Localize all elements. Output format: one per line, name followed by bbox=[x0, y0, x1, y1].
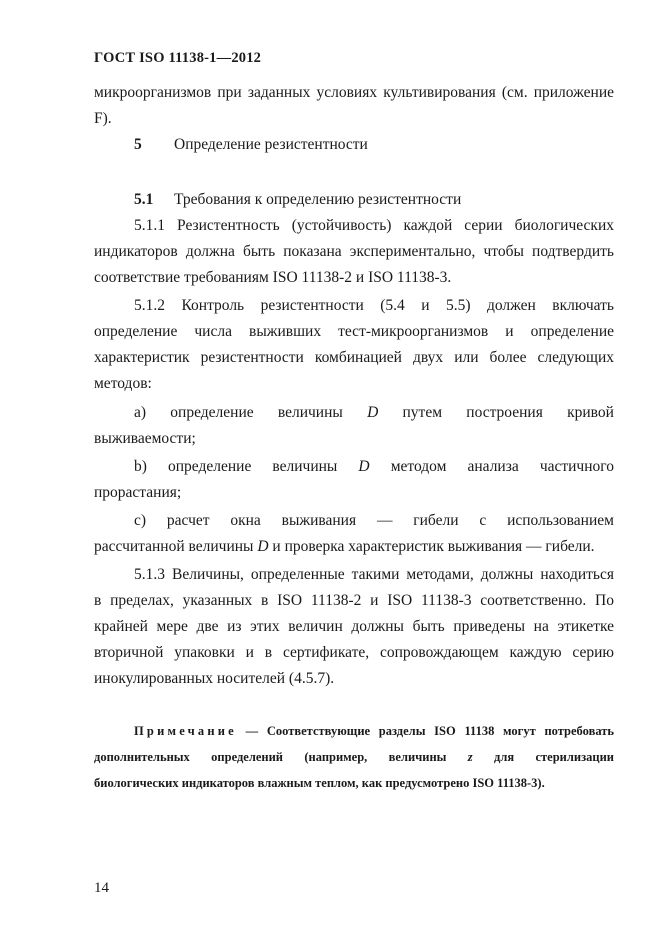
text-line: индикаторов должна быть показана экспериментально, чтобы подтвердить bbox=[94, 243, 614, 260]
word: методом bbox=[390, 458, 447, 475]
paragraph-5-1-3 bbox=[94, 562, 614, 692]
section-5-1-heading bbox=[134, 191, 461, 209]
word: использованием bbox=[507, 512, 614, 529]
section-5-heading bbox=[134, 136, 368, 154]
list-item-b bbox=[94, 454, 614, 506]
text-line: 5.1.2 Контроль резистентности (5.4 и 5.5) должен включать bbox=[134, 297, 614, 314]
note-label: Примечание bbox=[134, 724, 237, 738]
text-line bbox=[94, 534, 614, 560]
text-line: крайней мере две из этих величин должны быть приведены на этикетке bbox=[94, 618, 614, 635]
text-line bbox=[94, 718, 614, 744]
word: путем bbox=[402, 404, 443, 421]
text-line: соответствие требованиям ISO 11138-2 и ISO 11138-3. bbox=[94, 269, 452, 286]
word: построения bbox=[466, 404, 543, 421]
word: — bbox=[376, 512, 393, 529]
text-line: выживаемости; bbox=[94, 430, 196, 447]
list-marker: a) bbox=[134, 404, 147, 421]
word: расчет bbox=[166, 512, 210, 529]
text-fragment: дополнительных определений (например, величины bbox=[94, 750, 468, 764]
section-number: 5 bbox=[134, 136, 142, 153]
text-line bbox=[94, 744, 614, 770]
text-fragment: — Соответствующие разделы ISO 11138 могут потребовать bbox=[236, 724, 614, 738]
paragraph-5-1-1 bbox=[94, 213, 614, 291]
text-fragment: для стерилизации bbox=[472, 750, 614, 764]
note-block bbox=[94, 718, 614, 796]
document-header: ГОСТ ISO 11138-1—2012 bbox=[94, 50, 262, 66]
word: определение bbox=[168, 458, 252, 475]
paragraph-5-1-2 bbox=[94, 293, 614, 397]
text-line: вторичной упаковки и в сертификате, сопровождающем каждую серию bbox=[94, 644, 614, 661]
text-line: характеристик резистентности комбинацией двух или более следующих bbox=[94, 349, 614, 366]
list-marker: c) bbox=[134, 512, 147, 529]
section-number: 5.1 bbox=[134, 191, 154, 208]
text-line: прорастания; bbox=[94, 484, 182, 501]
text-line: определение числа выживших тест-микроорганизмов и определение bbox=[94, 323, 614, 340]
text-fragment: рассчитанной величины bbox=[94, 538, 258, 555]
text-line: F). bbox=[94, 110, 112, 127]
word: гибели bbox=[413, 512, 459, 529]
word: величины bbox=[272, 458, 338, 475]
text-line: в пределах, указанных в ISO 11138-2 и ISO 11138-3 соответственно. По bbox=[94, 592, 614, 609]
word: кривой bbox=[567, 404, 614, 421]
section-title: Требования к определению резистентности bbox=[174, 191, 462, 208]
text-line: методов: bbox=[94, 375, 152, 392]
word: анализа bbox=[467, 458, 519, 475]
list-item-c bbox=[94, 508, 614, 560]
page-number: 14 bbox=[94, 880, 109, 896]
text-line: биологических индикаторов влажным теплом, как предусмотрено ISO 11138-3). bbox=[94, 776, 545, 790]
word: величины bbox=[277, 404, 343, 421]
word: с bbox=[479, 512, 487, 529]
section-title: Определение резистентности bbox=[174, 136, 368, 153]
text-line: 5.1.3 Величины, определенные такими методами, должны находиться bbox=[134, 566, 614, 583]
text-line: инокулированных носителей (4.5.7). bbox=[94, 670, 335, 687]
list-item-a bbox=[94, 400, 614, 452]
symbol-d: D bbox=[367, 404, 379, 421]
intro-paragraph bbox=[94, 80, 614, 132]
text-fragment: и проверка характеристик выживания — гибели. bbox=[268, 538, 595, 555]
word: выживания bbox=[281, 512, 357, 529]
word: частичного bbox=[539, 458, 614, 475]
symbol-z: z bbox=[467, 750, 473, 764]
list-marker: b) bbox=[134, 458, 147, 475]
symbol-d: D bbox=[257, 538, 269, 555]
word: определение bbox=[170, 404, 254, 421]
text-line: 5.1.1 Резистентность (устойчивость) каждой серии биологических bbox=[134, 217, 614, 234]
text-line: микроорганизмов при заданных условиях культивирования (см. приложение bbox=[94, 84, 614, 101]
word: окна bbox=[230, 512, 261, 529]
symbol-d: D bbox=[358, 458, 370, 475]
